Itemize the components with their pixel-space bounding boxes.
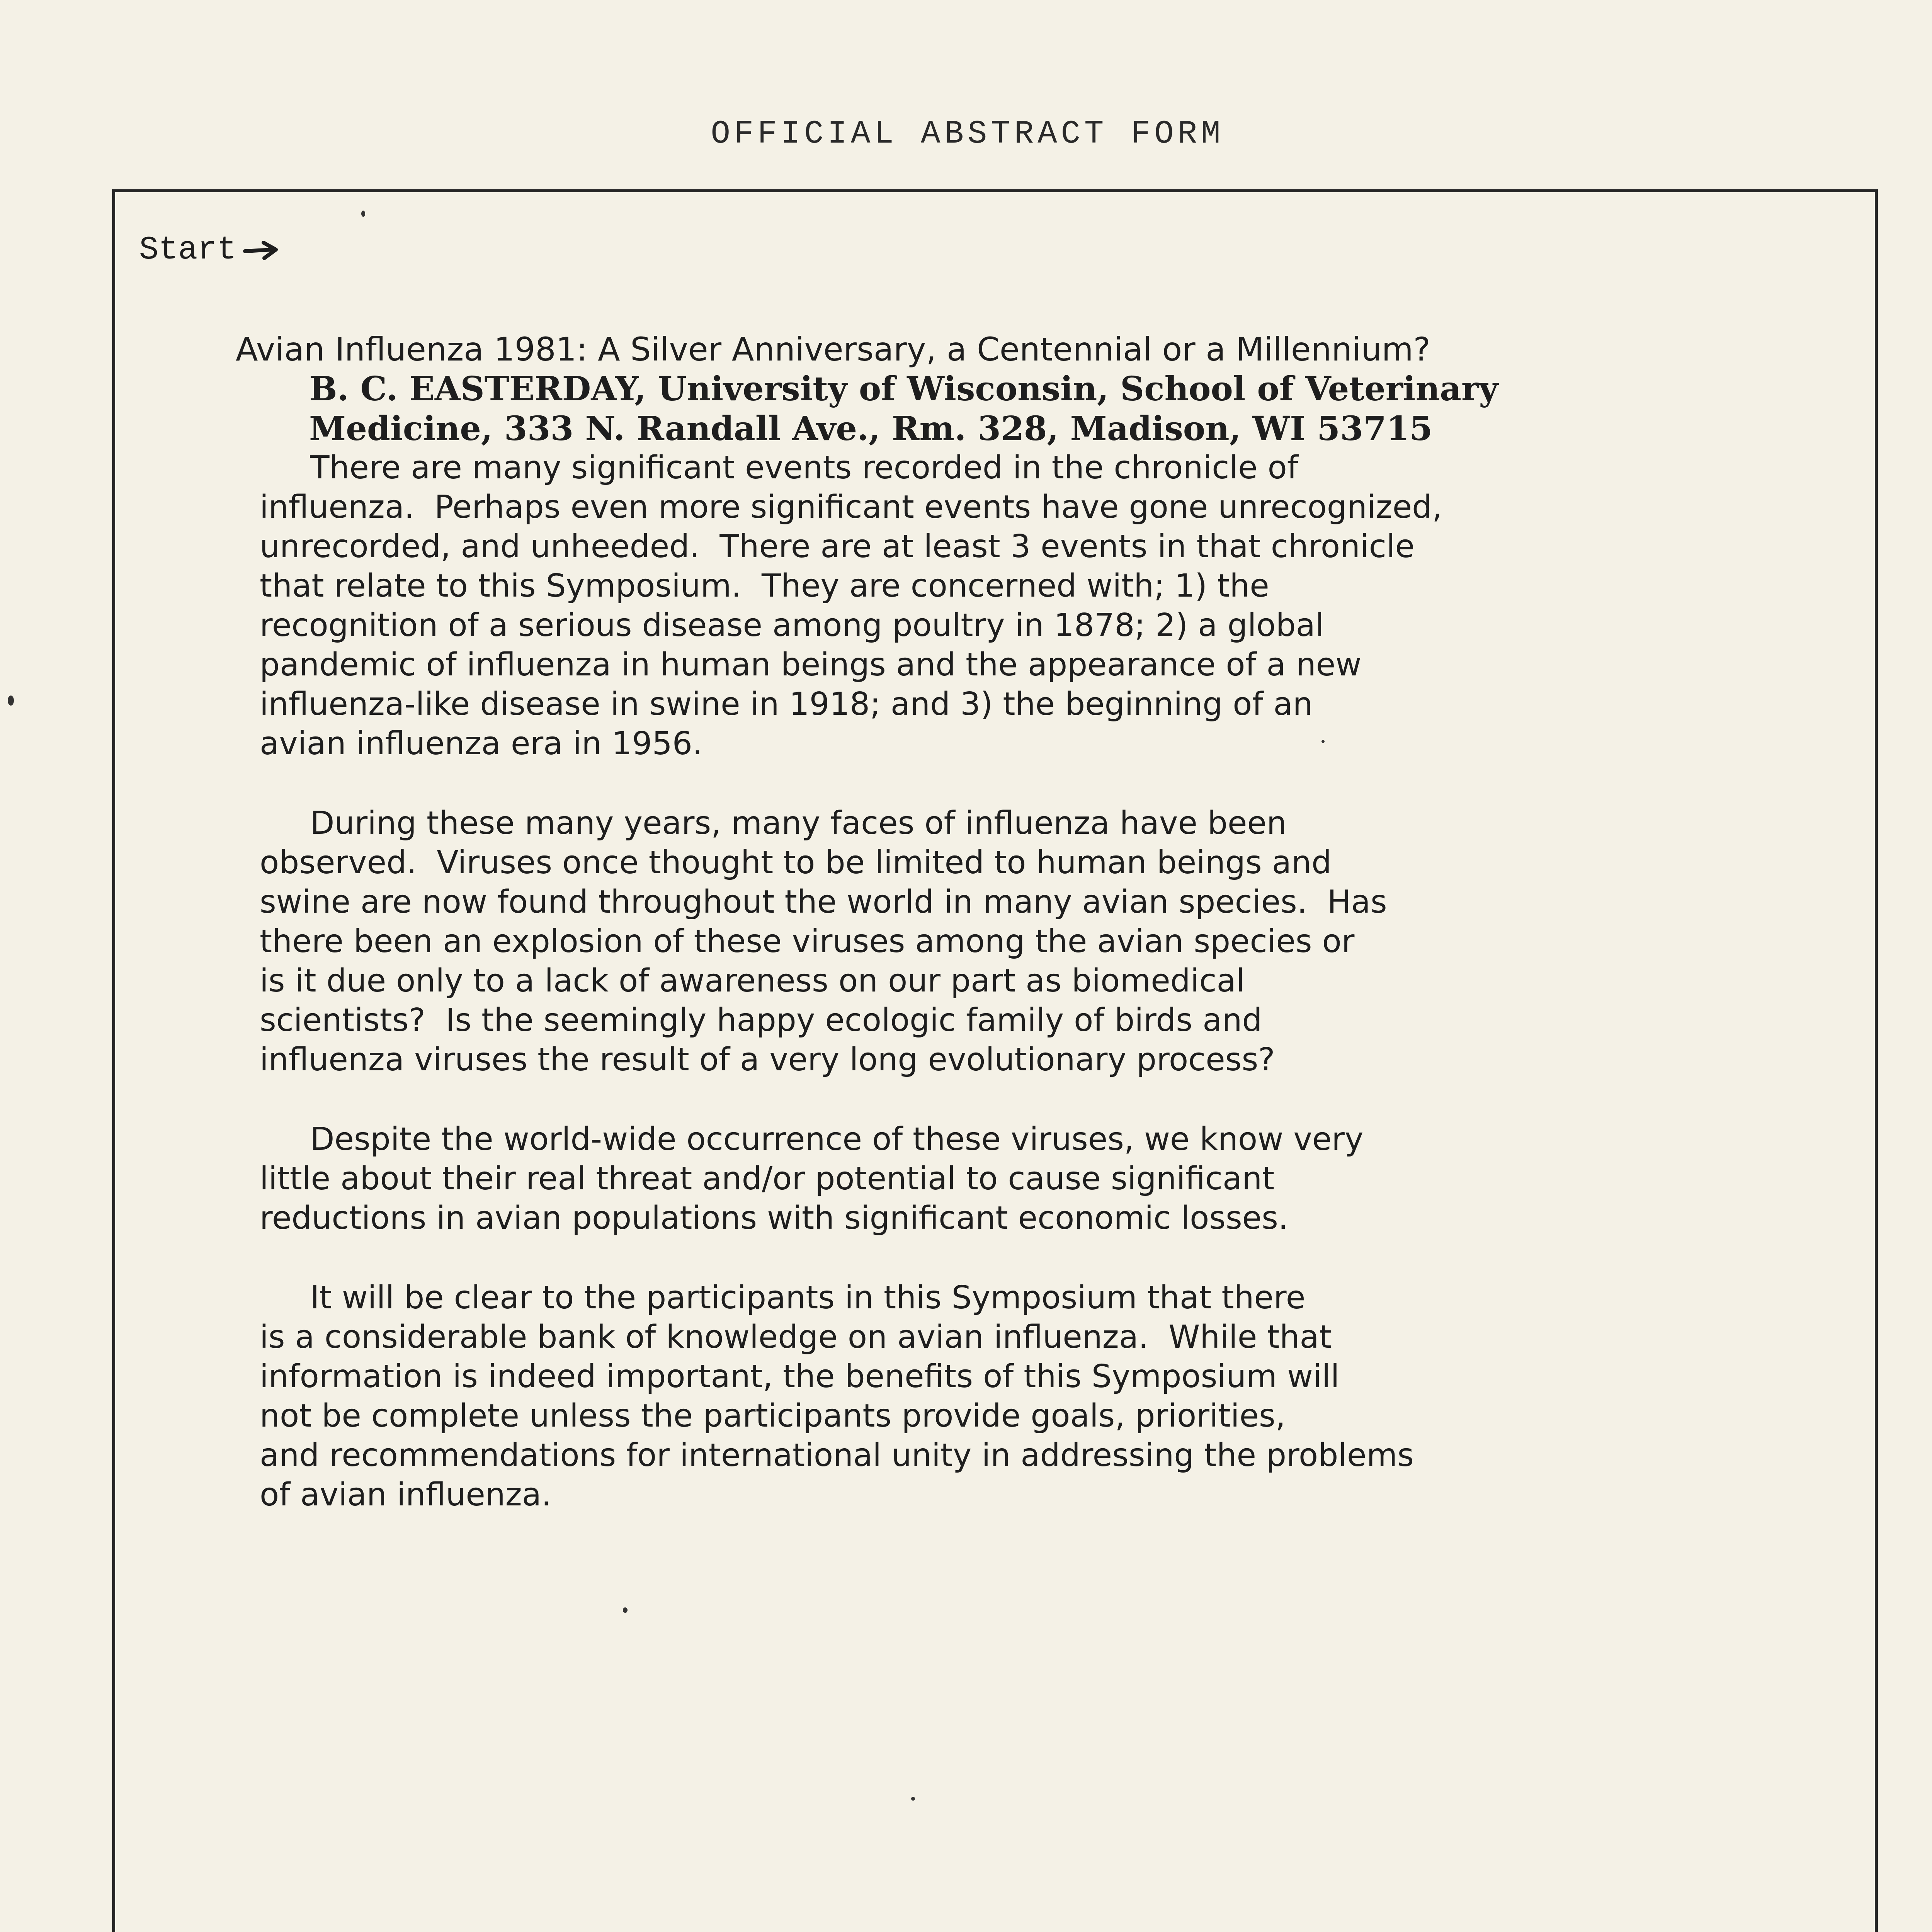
form-header-title: OFFICIAL ABSTRACT FORM: [711, 116, 1225, 153]
arrow-right-icon: [242, 239, 281, 262]
text-line: There are many significant events recorded in the chronicle of: [260, 449, 1298, 486]
text-line: pandemic of influenza in human beings and the appearance of a new: [260, 646, 1362, 683]
text-line: little about their real threat and/or potential to cause significant: [260, 1160, 1275, 1197]
text-line: swine are now found throughout the world in many avian species. Has: [260, 884, 1387, 920]
text-line: and recommendations for international unity in addressing the problems: [260, 1437, 1414, 1474]
author-affiliation: [309, 369, 1498, 449]
text-line: avian influenza era in 1956.: [260, 725, 703, 762]
start-marker: [139, 232, 281, 269]
scan-speck: [623, 1607, 628, 1613]
scan-speck: [911, 1797, 915, 1801]
paragraph-2: [260, 804, 1844, 1080]
text-line: there been an explosion of these viruses among the avian species or: [260, 923, 1355, 960]
text-line: is it due only to a lack of awareness on our part as biomedical: [260, 963, 1245, 999]
start-label: Start: [139, 232, 237, 269]
text-line: observed. Viruses once thought to be limited to human beings and: [260, 844, 1332, 881]
author-line: B. C. EASTERDAY, University of Wisconsin, School of Veterinary: [309, 369, 1498, 408]
text-line: influenza. Perhaps even more significant events have gone unrecognized,: [260, 489, 1442, 526]
text-line: influenza viruses the result of a very long evolutionary process?: [260, 1041, 1275, 1078]
abstract-body: [260, 448, 1844, 1515]
paragraph-3: [260, 1120, 1844, 1238]
text-line: During these many years, many faces of influenza have been: [260, 805, 1287, 842]
author-line: Medicine, 333 N. Randall Ave., Rm. 328, Madison, WI 53715: [309, 409, 1433, 448]
text-line: reductions in avian populations with significant economic losses.: [260, 1200, 1288, 1236]
text-line: is a considerable bank of knowledge on avian influenza. While that: [260, 1319, 1332, 1355]
text-line: information is indeed important, the benefits of this Symposium will: [260, 1358, 1340, 1395]
abstract-title: Avian Influenza 1981: A Silver Anniversary, a Centennial or a Millennium?: [236, 330, 1431, 368]
text-line: of avian influenza.: [260, 1476, 552, 1513]
scan-speck: [361, 211, 365, 217]
text-line: recognition of a serious disease among poultry in 1878; 2) a global: [260, 607, 1324, 644]
paragraph-1: [260, 448, 1844, 764]
scan-speck: [8, 696, 14, 706]
paragraph-4: [260, 1278, 1844, 1515]
text-line: not be complete unless the participants provide goals, priorities,: [260, 1398, 1286, 1434]
text-line: that relate to this Symposium. They are concerned with; 1) the: [260, 568, 1269, 604]
text-line: unrecorded, and unheeded. There are at least 3 events in that chronicle: [260, 528, 1415, 565]
text-line: scientists? Is the seemingly happy ecologic family of birds and: [260, 1002, 1262, 1039]
text-line: It will be clear to the participants in this Symposium that there: [260, 1279, 1306, 1316]
text-line: influenza-like disease in swine in 1918; and 3) the beginning of an: [260, 686, 1313, 723]
scan-speck: [1321, 740, 1325, 743]
text-line: Despite the world-wide occurrence of these viruses, we know very: [260, 1121, 1364, 1158]
